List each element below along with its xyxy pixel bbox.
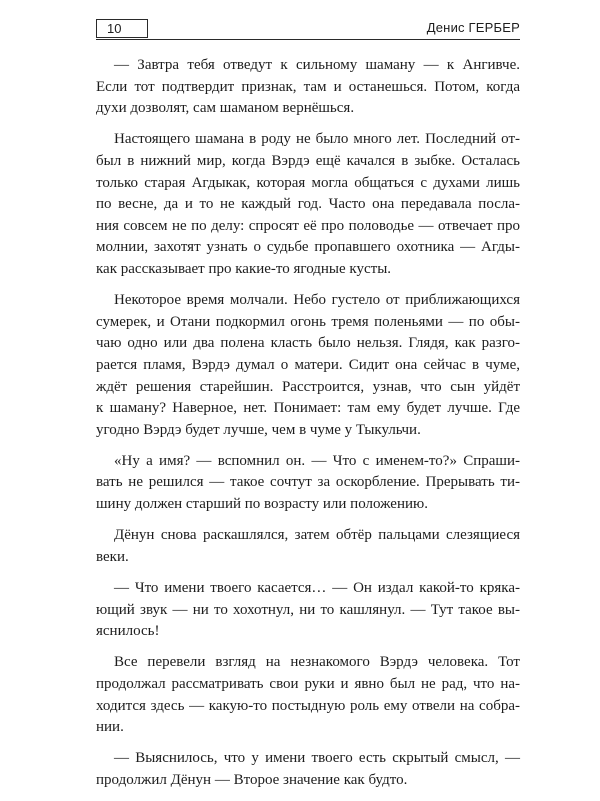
text-line: — Выяснилось, что у имени твоего есть скрытый смысл, — <box>114 750 520 767</box>
text-line: — Что имени твоего касается… — Он издал какой-то кряка- <box>114 580 520 597</box>
text-line: чаю одно или два полена класть было нельзя. Глядя, как разго- <box>96 335 520 352</box>
text-line: был в нижний мир, когда Вэрдэ ещё качался в зыбке. Осталась <box>96 152 520 169</box>
text-line: ния совсем не по делу: спросят её про половодье — отвечает про <box>96 217 520 234</box>
text-line: — Завтра тебя отведут к сильному шаману — к Ангивче. <box>114 57 520 73</box>
text-line: угодно Вэрдэ будет лучше, чем в чуме у Тыкульчи. <box>96 421 421 438</box>
text-line: нии. <box>96 719 124 736</box>
text-line: Дёнун снова раскашлялся, затем обтёр пальцами слезящиеся <box>114 527 520 544</box>
text-line: только старая Агдыкак, которая могла общаться с духами лишь <box>96 174 520 191</box>
page-number: 10 <box>96 19 148 38</box>
text-line: веки. <box>96 548 129 565</box>
text-line: ющий звук — ни то хохотнул, ни то кашлянул. — Тут такое вы- <box>96 601 520 618</box>
text-line: ждёт решения старейшин. Расстроится, узнав, что сын уйдёт <box>96 378 520 395</box>
text-line: молнии, захотят узнать о судьбе пропавшего охотника — Агды- <box>96 239 520 256</box>
text-line: вать не решился — такое сочтут за оскорбление. Прерывать ти- <box>96 474 520 491</box>
book-body-text <box>96 55 520 801</box>
text-line: «Ну а имя? — вспомнил он. — Что с именем-то?» Спраши- <box>114 452 520 469</box>
text-line: ходится здесь — какую-то постыдную роль ему отвели на собра- <box>96 697 520 714</box>
text-line: продолжал рассматривать свои руки и явно был не рад, что на- <box>96 676 520 692</box>
paragraph <box>96 578 520 643</box>
text-line: Если тот подтвердит признак, там и останешься. Потом, когда <box>96 78 520 95</box>
paragraph <box>96 290 520 441</box>
text-line: Настоящего шамана в роду не было много лет. Последний от- <box>114 131 520 148</box>
text-line: к шаману? Наверное, нет. Понимает: там ему будет лучше. Где <box>96 400 520 417</box>
paragraph <box>96 525 520 568</box>
text-line: рается пламя, Вэрдэ думал о матери. Сидит она сейчас в чуме, <box>96 356 520 373</box>
text-line: духи дозволят, сам шаманом вернёшься. <box>96 100 355 117</box>
paragraph <box>96 129 520 280</box>
running-title: Денис ГЕРБЕР <box>426 20 520 35</box>
text-line: Все перевели взгляд на незнакомого Вэрдэ человека. Тот <box>114 654 520 671</box>
text-line: яснилось! <box>96 623 160 640</box>
text-line: шину должен старший по возрасту или положению. <box>96 496 428 513</box>
paragraph <box>96 652 520 738</box>
paragraph <box>96 748 520 791</box>
text-line: продолжил Дёнун — Второе значение как будто. <box>96 771 408 788</box>
text-line: по весне, да и то не каждый год. Часто она передавала посла- <box>96 196 520 213</box>
text-line: Некоторое время молчали. Небо густело от приближающихся <box>114 292 520 309</box>
paragraph <box>96 451 520 516</box>
page-header <box>96 19 520 40</box>
paragraph <box>96 55 520 120</box>
text-line: как рассказывает про какие-то ягодные кусты. <box>96 260 392 277</box>
text-line: сумерек, и Отани подкормил огонь тремя поленьями — по обы- <box>96 313 520 330</box>
